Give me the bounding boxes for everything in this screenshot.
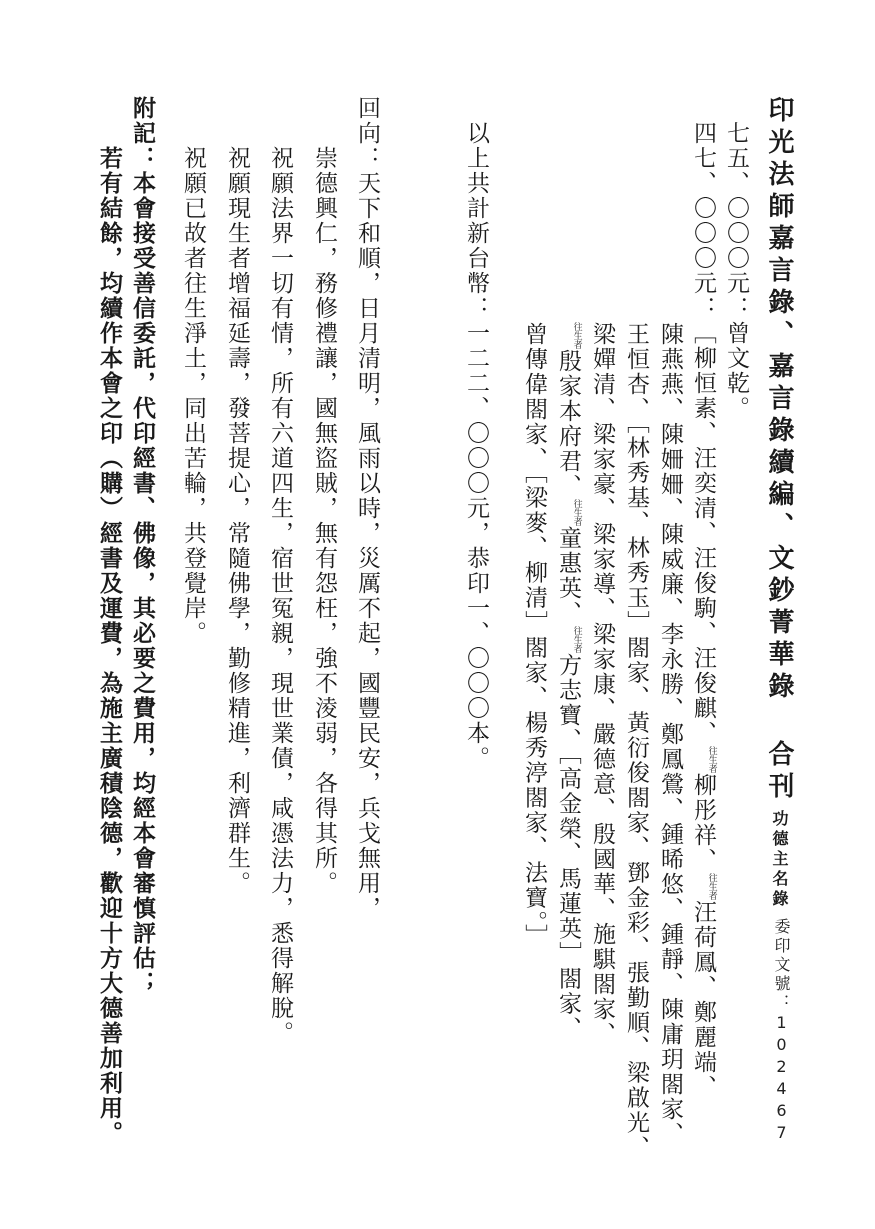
title-sub: 功德主名錄 (770, 810, 789, 910)
deceased-mark: 往生者 (571, 322, 582, 349)
donation-cont-4-b: 童惠英、 (555, 526, 581, 626)
deceased-mark: 往生者 (706, 873, 717, 900)
donation-cont-4 (556, 322, 581, 1042)
dedication-line-4: 祝願現生者增福延壽，發菩提心，常隨佛學，勤修精進，利濟群生。 (224, 146, 250, 896)
donation-cont-4-c: 方志寶、［高金榮、馬蓮英］閤家、 (555, 653, 581, 1042)
deceased-mark: 往生者 (571, 626, 582, 653)
donation-cont-5: 曾傳偉閤家、［梁麥、柳清］閤家、楊秀渟閤家、法寶。］ (521, 322, 547, 949)
donation-cont-3: 梁嬋清、梁家豪、梁家導、梁家康、嚴德意、殷國華、施騏閤家、 (589, 322, 615, 1047)
donation-line-2 (691, 121, 716, 1100)
donation-line-1: 七五、〇〇〇元：曾文乾。 (723, 121, 749, 421)
page-title (766, 96, 792, 910)
donation-line-2-tail-b: 汪荷鳳、鄭麗端、 (690, 900, 716, 1100)
donation-line-2-tail-a: 柳彤祥、 (690, 773, 716, 873)
dedication-line-1: 回向：天下和順，日月清明，風雨以時，災厲不起，國豐民安，兵戈無用， (354, 96, 380, 921)
dedication-line-3: 祝願法界一切有情，所有六道四生，宿世冤親，現世業債，咸憑法力，悉得解脫。 (267, 146, 293, 1046)
donation-cont-4-a: 殷家本府君、 (555, 349, 581, 499)
donation-cont-1: 陳燕燕、陳姍姍、陳威廉、李永勝、鄭鳳鶯、鍾晞悠、鍾靜、陳庸玥閤家、 (657, 322, 683, 1147)
dedication-line-5: 祝願已故者往生淨土，同出苦輪，共登覺岸。 (180, 146, 206, 646)
total-line: 以上共計新台幣：一二二、〇〇〇元，恭印一、〇〇〇本。 (463, 121, 489, 771)
note-line-1: 附記：本會接受善信委託，代印經書、佛像，其必要之費用，均經本會審慎評估； (129, 96, 156, 996)
donation-cont-2: 王恒杏、［林秀基、林秀玉］閤家、黃衍俊閤家、鄧金彩、張勤順、梁啟光、 (623, 322, 649, 1161)
deceased-mark: 往生者 (571, 499, 582, 526)
dedication-line-2: 崇德興仁，務修禮讓，國無盜賊，無有怨枉，強不淩弱，各得其所。 (311, 146, 337, 896)
deceased-mark: 往生者 (706, 746, 717, 773)
note-line-2: 若有結餘，均續作本會之印（購）經書及運費，為施主廣積陰德，歡迎十方大德善加利用。 (96, 146, 123, 1146)
title-main: 印光法師嘉言錄、嘉言錄續編、文鈔菁華錄 合刊 (764, 96, 794, 804)
donation-line-2-head: 四七、〇〇〇元：［柳恒素、汪奕清、汪俊駒、汪俊麒、 (690, 121, 716, 746)
ref-number: 委印文號：102467 (772, 918, 791, 1145)
